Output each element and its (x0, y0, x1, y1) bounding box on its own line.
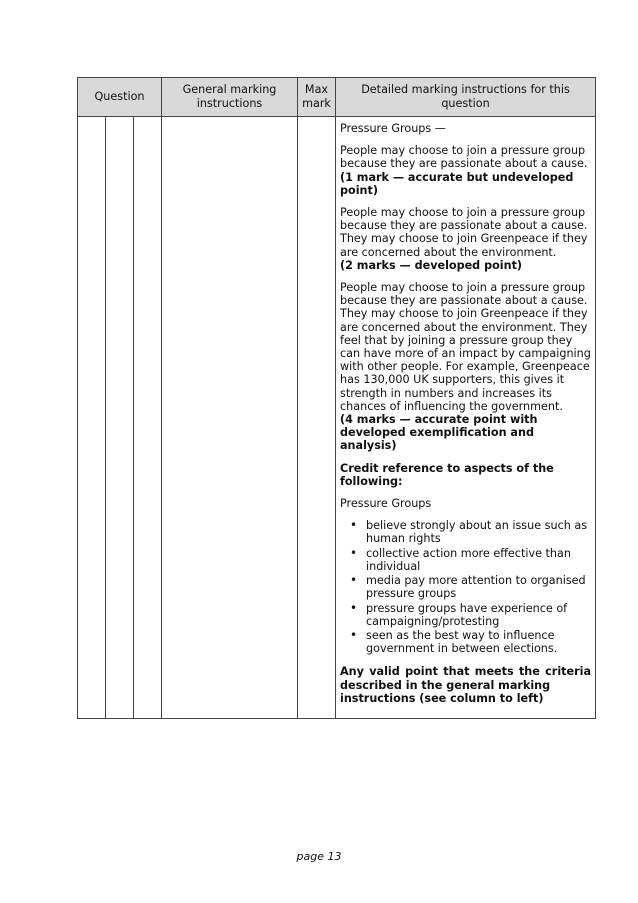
question-subcolumn (134, 117, 161, 718)
header-row (78, 78, 596, 117)
detailed-marking-cell (336, 117, 596, 719)
example-answer-1 (340, 144, 591, 197)
question-subcolumn (106, 117, 134, 718)
list-item: • seen as the best way to influence government in between elections. (366, 629, 591, 655)
header-question: Question (78, 78, 162, 117)
marking-table (77, 77, 596, 719)
list-item: • media pay more attention to organised pressure groups (366, 574, 591, 600)
header-max-mark: Max mark (298, 78, 336, 117)
credit-heading: Credit reference to aspects of the following: (340, 461, 554, 488)
question-subcolumn (78, 117, 106, 718)
topic-heading: Pressure Groups — (340, 122, 446, 135)
example-answer-2 (340, 206, 591, 272)
header-general-marking: General marking instructions (162, 78, 298, 117)
page-number: page 13 (296, 850, 342, 863)
closing-text: described in the general marking instructions (see column to left) (340, 678, 551, 705)
body-row (78, 117, 596, 719)
list-item: • pressure groups have experience of campaigning/protesting (366, 602, 591, 628)
answer-text: People may choose to join a pressure group because they are passionate about a cause. (340, 144, 588, 171)
mark-note: (2 marks — developed point) (340, 258, 523, 272)
header-detailed-marking: Detailed marking instructions for this question (336, 78, 596, 117)
closing-note (340, 665, 591, 705)
general-marking-cell (162, 117, 298, 719)
bullet-list (340, 519, 591, 655)
list-heading: Pressure Groups (340, 497, 432, 511)
max-mark-cell (298, 117, 336, 719)
closing-line: Any valid point that meets the criteria (340, 665, 591, 679)
mark-note: (4 marks — accurate point with developed exemplification and analysis) (340, 413, 538, 453)
answer-text: People may choose to join a pressure group because they are passionate about a cause. They may choose to join Greenpeace if they are concerned about the environment. They feel that by joining a pressure group they can have more of an impact by campaigning with other people. For example, Greenpeace has 130,000 UK supporters, this gives it strength in numbers and increases its chances of influencing the government. (340, 281, 591, 413)
answer-text: People may choose to join a pressure group because they are passionate about a cause. They may choose to join Greenpeace if they are concerned about the environment. (340, 206, 588, 259)
list-item: • believe strongly about an issue such as human rights (366, 519, 591, 545)
example-answer-3 (340, 281, 591, 453)
mark-note: (1 mark — accurate but undeveloped point) (340, 170, 574, 197)
question-cell (78, 117, 162, 719)
list-item: • collective action more effective than individual (366, 547, 591, 573)
question-subcolumns (78, 117, 161, 718)
